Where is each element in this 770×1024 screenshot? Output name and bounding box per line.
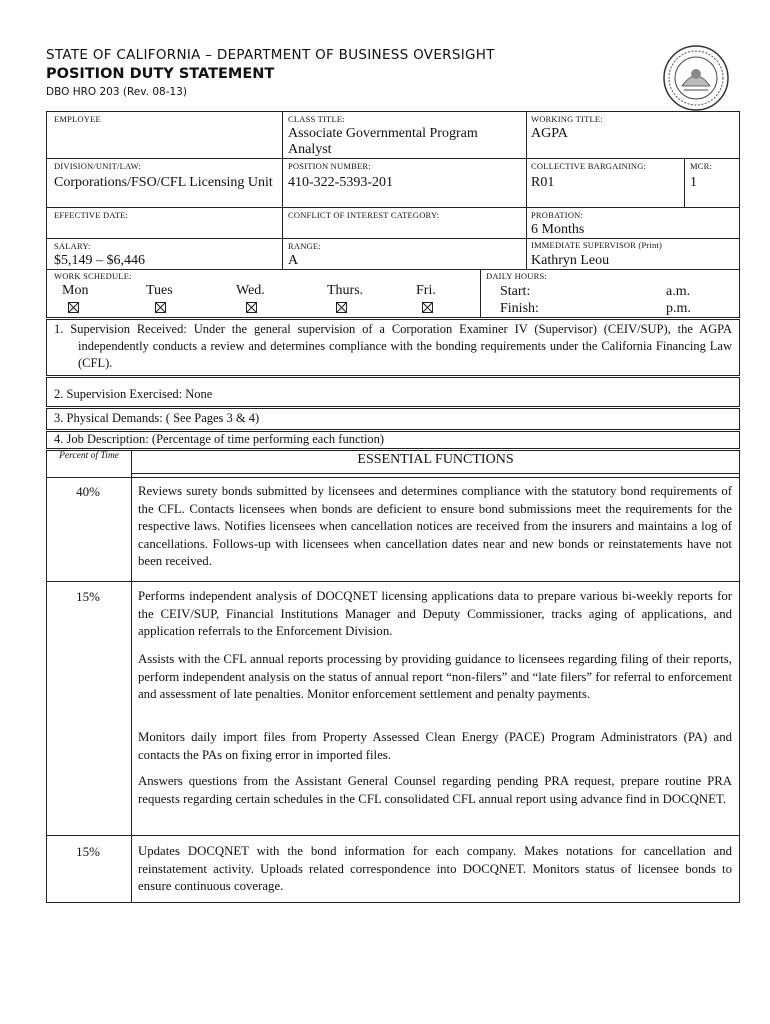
salary-label: SALARY:: [54, 241, 91, 251]
collective-bargaining-label: COLLECTIVE BARGAINING:: [531, 161, 647, 171]
probation-label: PROBATION:: [531, 210, 584, 220]
finish-label: Finish:: [500, 301, 539, 316]
row-2-paragraph-2: Assists with the CFL annual reports processing by providing guidance to licensees regarding filing of their reports, perform independent analysis on the status of annual report “non-filers” and “late filers” for referral to enforcement and assessment of late penalties. Monitor enforcement settlement and penalty payments.: [138, 652, 732, 701]
state-seal-icon: [662, 44, 730, 112]
supervisor-value: Kathryn Leou: [531, 253, 610, 268]
row-3-paragraph-1: Updates DOCQNET with the bond information for each company. Makes notations for cancellation and reinstatement activity. Uploads related correspondence into DOCQNET. Monitors status of licensee bonds to ensure continuous coverage.: [138, 844, 732, 893]
day-mon-checkbox[interactable]: [68, 302, 79, 313]
row-1-paragraph-1: Reviews surety bonds submitted by licensees and determines compliance with the statutory bond requirements of the CFL. Contacts licensees when bonds are deficient to ensure bond submissions meet the requirements for the respective laws. Notifies licensees when cancellation notices are received from the insurers and maintains a log of cancellations. Follows-up with licensees when cancellation dates near and new bonds or reinstatements have not been received.: [138, 484, 732, 568]
day-tues-checkbox[interactable]: [155, 302, 166, 313]
class-title-label: CLASS TITLE:: [288, 114, 345, 124]
class-title-value: Associate Governmental Program Analyst: [288, 126, 478, 157]
day-fri-label: Fri.: [416, 283, 436, 298]
range-value: A: [288, 253, 299, 268]
percent-header: Percent of Time: [59, 451, 119, 461]
supervision-exercised: 2. Supervision Exercised: None: [54, 387, 213, 401]
row-2-paragraph-4: Answers questions from the Assistant General Counsel regarding pending PRA request, prepare routine PRA requests regarding certain schedules in the CFL consolidated CFL annual report using advance find in DOCQNET.: [138, 774, 732, 806]
page-title: POSITION DUTY STATEMENT: [46, 66, 275, 82]
conflict-of-interest-label: CONFLICT OF INTEREST CATEGORY:: [288, 210, 440, 220]
form-id: DBO HRO 203 (Rev. 08-13): [46, 86, 187, 98]
row-2-paragraph-1: Performs independent analysis of DOCQNET licensing applications data to prepare various bi-weekly reports for the CEIV/SUP, Financial Institutions Manager and Deputy Commissioner, tracks aging of applications, and application referrals to the Enforcement Division.: [138, 589, 732, 638]
employee-label: EMPLOYEE: [54, 114, 101, 124]
division-label: DIVISION/UNIT/LAW:: [54, 161, 142, 171]
essential-functions-title: ESSENTIAL FUNCTIONS: [357, 452, 514, 467]
pm-label: p.m.: [666, 301, 691, 316]
day-fri-checkbox[interactable]: [422, 302, 433, 313]
mcr-value: 1: [690, 175, 697, 190]
day-thurs-checkbox[interactable]: [336, 302, 347, 313]
probation-value: 6 Months: [531, 222, 585, 237]
day-wed-label: Wed.: [236, 283, 265, 298]
row-2-paragraph-3: Monitors daily import files from Property Assessed Clean Energy (PACE) Program Administrators (PA) and contacts the PAs on fixing error in imported files.: [138, 730, 732, 762]
position-number-label: POSITION NUMBER:: [288, 161, 371, 171]
working-title-label: WORKING TITLE:: [531, 114, 603, 124]
position-number-value: 410-322-5393-201: [288, 175, 393, 190]
supervisor-label: IMMEDIATE SUPERVISOR (Print): [531, 240, 663, 250]
salary-value: $5,149 – $6,446: [54, 253, 145, 268]
day-wed-checkbox[interactable]: [246, 302, 257, 313]
supervision-received: 1. Supervision Received: Under the general supervision of a Corporation Examiner IV (Supervisor) (CEIV/SUP), the AGPA independently conducts a review and determines compliance with the bonding requirements under the California Financing Law (CFL).: [54, 322, 732, 370]
work-schedule-label: WORK SCHEDULE:: [54, 271, 132, 281]
job-description: 4. Job Description: (Percentage of time performing each function): [54, 432, 385, 446]
day-thurs-label: Thurs.: [327, 283, 364, 298]
row-3-percent: 15%: [76, 844, 100, 859]
start-label: Start:: [500, 284, 531, 299]
working-title-value: AGPA: [531, 126, 568, 141]
daily-hours-label: DAILY HOURS:: [486, 271, 547, 281]
effective-date-label: EFFECTIVE DATE:: [54, 210, 129, 220]
collective-bargaining-value: R01: [531, 175, 555, 190]
range-label: RANGE:: [288, 241, 321, 251]
am-label: a.m.: [666, 284, 691, 299]
day-mon-label: Mon: [62, 283, 89, 298]
agency-title: STATE OF CALIFORNIA – DEPARTMENT OF BUSINESS OVERSIGHT: [46, 47, 495, 63]
row-1-percent: 40%: [76, 484, 100, 499]
division-value: Corporations/FSO/CFL Licensing Unit: [54, 175, 273, 190]
physical-demands: 3. Physical Demands: ( See Pages 3 & 4): [54, 411, 260, 425]
row-2-percent: 15%: [76, 589, 100, 604]
mcr-label: MCR:: [690, 161, 713, 171]
day-tues-label: Tues: [146, 283, 173, 298]
